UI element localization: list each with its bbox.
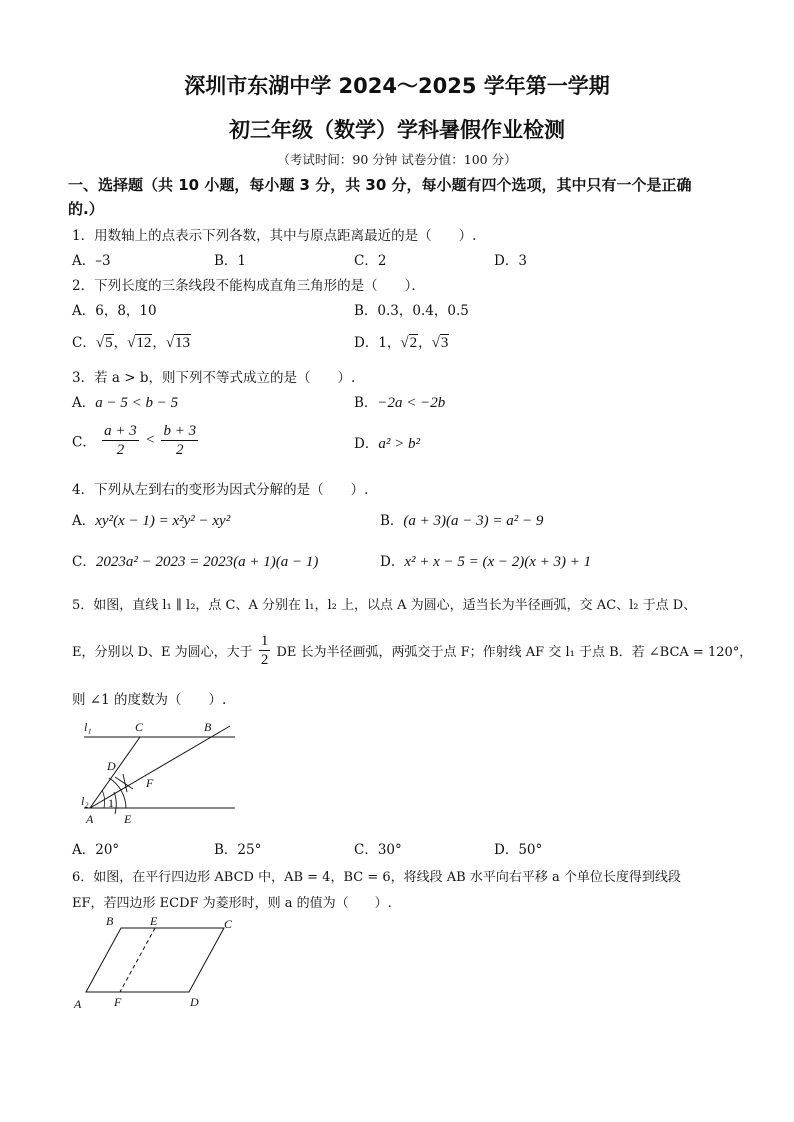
label-d: D [107,759,116,773]
exam-subtitle: 初三年级（数学）学科暑假作业检测 [229,118,565,142]
segment-ef [120,928,155,992]
q3-option-b: B．−2a < −2b [354,395,446,411]
label-d: D [190,995,199,1009]
q3-option-d: D．a² > b² [354,436,420,452]
q5-stem-line1: 5．如图，直线 l₁ ∥ l₂，点 C、A 分别在 l₁，l₂ 上，以点 A 为圆心，适当长为半径画弧，交 AC、l₂ 于点 D、 [72,598,697,613]
exam-title: 深圳市东湖中学 2024～2025 学年第一学期 [184,74,610,98]
q1-option-d: D．3 [494,253,527,269]
label-angle-1: 1 [108,796,114,810]
q1-option-a: A．–3 [72,253,111,269]
q2-option-b: B．0.3，0.4，0.5 [354,303,469,319]
q5-option-c: C．30° [354,842,402,858]
label-c: C [224,917,233,931]
q2-option-c: C．√5，√12，√13 [72,335,191,351]
q6-stem-line2: EF，若四边形 ECDF 为菱形时，则 a 的值为（ ）. [72,896,392,911]
label-e: E [124,812,132,826]
label-b: B [106,914,114,928]
angle-mark [102,790,105,808]
parallelogram-abcd [86,928,224,992]
q4-option-b: B．(a + 3)(a − 3) = a² − 9 [380,513,544,529]
label-f: F [114,995,122,1009]
q1-option-c: C．2 [354,253,387,269]
q5-figure [70,712,250,828]
label-l2: l₂ [81,794,89,808]
q2-stem: 2．下列长度的三条线段不能构成直角三角形的是（ ）． [72,278,425,294]
section-heading-cont: 的.） [68,200,104,218]
q5-option-b: B．25° [214,842,262,858]
label-e: E [150,914,158,928]
q4-stem: 4．下列从左到右的变形为因式分解的是（ ）. [72,482,369,498]
q2-option-a: A．6，8，10 [72,303,157,319]
label-f: F [146,776,154,790]
q3-option-c: C． $\frac{a + 3}{2}$ < $\frac{b + 3}{2}$ [72,423,197,458]
q5-option-a: A．20° [72,842,120,858]
q6-stem-line1: 6．如图，在平行四边形 ABCD 中，AB = 4，BC = 6，将线段 AB 水平向右平移 a 个单位长度得到线段 [72,870,681,885]
q3-stem: 3．若 a > b，则下列不等式成立的是（ ）. [72,370,356,386]
q3-option-a: A．a − 5 < b − 5 [72,395,179,411]
label-c: C [135,720,144,734]
q5-stem-line3: 则 ∠1 的度数为（ ）. [72,692,227,708]
exam-info: （考试时间：90 分钟 试卷分值：100 分） [277,152,517,167]
q5-option-d: D．50° [494,842,543,858]
q1-option-b: B．1 [214,253,247,269]
q2-option-d: D．1，√2，√3 [354,335,449,351]
arc-small [114,792,116,814]
section-heading: 一、选择题（共 10 小题，每小题 3 分，共 30 分，每小题有四个选项，其中只有一个是正确 [68,176,692,194]
q5-stem-line2: E，分别以 D、E 为圆心，大于 $\frac{1}{2}$ DE 长为半径画弧，两弧交于点 F；作射线 AF 交 l₁ 于点 B．若 ∠BCA = 120°， [72,633,753,668]
q1-stem: 1．用数轴上的点表示下列各数，其中与原点距离最近的是（ ）. [72,228,477,244]
q6-figure [70,912,250,1012]
q4-option-a: A．xy²(x − 1) = x²y² − xy² [72,513,231,529]
label-b: B [204,720,212,734]
label-a: A [86,812,94,826]
q4-option-d: D．x² + x − 5 = (x − 2)(x + 3) + 1 [380,554,592,570]
q4-option-c: C．2023a² − 2023 = 2023(a + 1)(a − 1) [72,554,319,570]
label-a: A [74,997,82,1011]
label-l1: l₁ [84,720,92,734]
